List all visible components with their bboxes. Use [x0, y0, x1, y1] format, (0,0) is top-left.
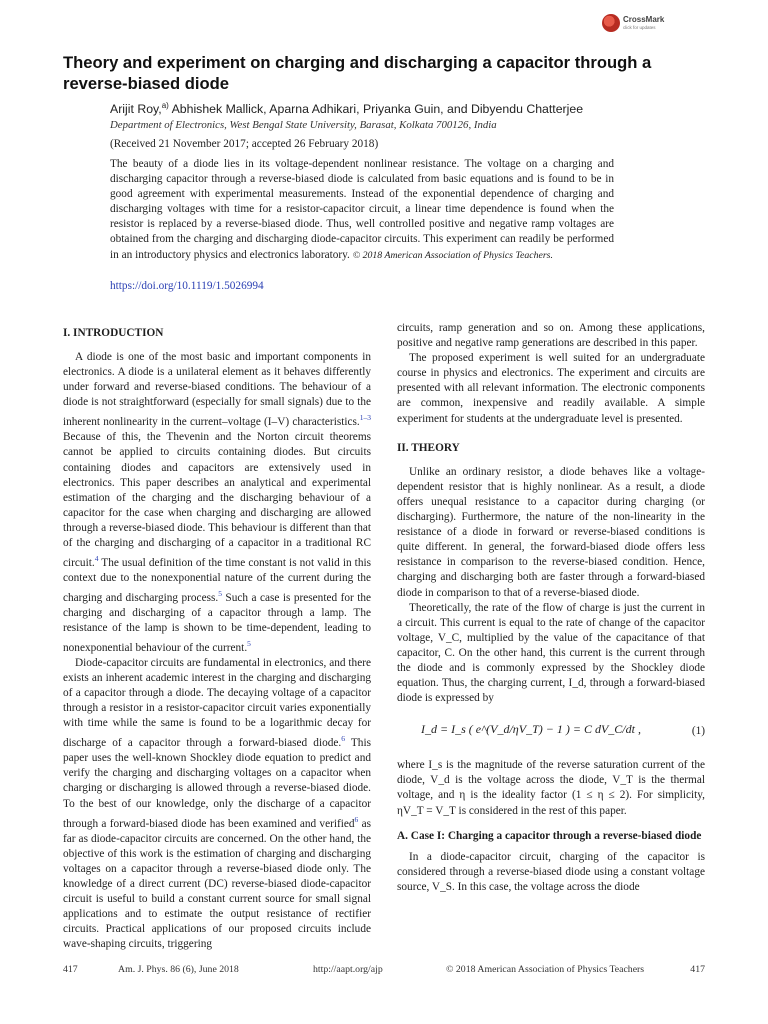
equation-1: [397, 714, 705, 748]
theory-paragraph-2: Theoretically, the rate of the flow of charge is just the current in a circuit. This current is equal to the rate of change of the capacitor voltage, V_C, multiplied by the value of the capacitance of that capacitor, C. On the other hand, this current is the current through the diode and is commonly expressed by the Shockley diode equation. Thus, the charging current, I_d, through a forward-biased diode is expressed by: [397, 601, 705, 705]
text-span: The usual definition of the time constant is not valid in this context due to the nonexponential nature of the current during the charging and discharging process.: [63, 556, 371, 604]
journal-citation: Am. J. Phys. 86 (6), June 2018: [118, 964, 239, 975]
text-span: Diode-capacitor circuits are fundamental in electronics, and there exists an inherent academic interest in the charging and discharging of a capacitor through a diode. The decaying voltage of a capacitor through a resistor in a resistor-capacitor circuit varies exponentially with time while the same is found to be a logarithmic decay for discharge of a capacitor through a forward-biased diode.: [63, 656, 371, 750]
intro-paragraph-1: [63, 350, 371, 656]
equation-text: I_d = I_s ( e^(V_d/ηV_T) − 1 ) = C dV_C/dt ,: [421, 722, 641, 737]
text-span: Such a case is presented for the charging and discharging of a capacitor through a lamp. The resistance of the lamp is shown to be time-dependent, leading to nonexponential behaviour of the current.: [63, 591, 372, 654]
reference-link[interactable]: 5: [247, 639, 251, 649]
abstract-text: The beauty of a diode lies in its voltage-dependent nonlinear resistance. The voltage on a charging and discharging capacitor through a reverse-biased diode is calculated from basic equations and is found to be in good agreement with experimental measurements. Instead of the exponential dependence of charging and discharging voltages with time for a resistor-capacitor circuit, a linear time dependence is found when the resistor is replaced by a reverse-biased diode. Thus, well controlled positive and negative ramp voltages are obtained from the charging and discharging diode-capacitor circuits. This experiment can readily be performed in an introductory physics and electronics laboratory.: [110, 158, 614, 261]
page-number-left: 417: [63, 964, 78, 975]
crossmark-sub: click for updates: [623, 25, 656, 30]
page-number-right: 417: [690, 964, 705, 975]
text-span: Because of this, the Thevenin and the Norton circuit theorems cannot be applied to circuits containing diodes. But circuits containing diodes and capacitors are extensively used in electronics. This paper describes an analytical and experimental estimation of the charging and the discharging behaviour of a capacitor for the case when charging and discharging are allowed through a reverse-biased diode. This behaviour is different than that of the charging and discharging of a capacitor in a traditional RC circuit.: [63, 431, 371, 569]
page-footer: [63, 964, 705, 978]
abstract: [110, 157, 614, 263]
affiliation: Department of Electronics, West Bengal State University, Barasat, Kolkata 700126, India: [110, 119, 497, 131]
received-dates: (Received 21 November 2017; accepted 26 February 2018): [110, 138, 379, 150]
crossmark-icon: [602, 14, 620, 32]
intro-paragraph-3: The proposed experiment is well suited for an undergraduate course in physics and electronics. The experiment and circuits are presented with all relevant information. The electronic components are common, inexpensive and readily available. A simple experiment for students at the undergraduate level is presented.: [397, 352, 705, 425]
abstract-copyright: © 2018 American Association of Physics Teachers.: [352, 249, 553, 261]
section-heading-theory: II. THEORY: [397, 441, 460, 454]
equation-number: (1): [691, 725, 705, 738]
other-authors: Abhishek Mallick, Aparna Adhikari, Priyanka Guin, and Dibyendu Chatterjee: [168, 102, 584, 117]
paper-title: Theory and experiment on charging and discharging a capacitor through a reverse-biased diode: [63, 53, 652, 93]
text-span: as far as diode-capacitor circuits are concerned. On the other hand, the objective of this work is the estimation of charging and discharging voltages on a capacitor through a reverse-biased diode only. The knowledge of a direct current (DC) reverse-biased diode-capacitor circuit is useful to build a constant current source for small signal applications and to estimate the output resistance of rectifier circuits. Practical applications of our proposed circuits include wave-shaping circuits, triggering: [63, 817, 371, 951]
journal-url[interactable]: http://aapt.org/ajp: [313, 964, 383, 975]
intro-paragraph-continued: circuits, ramp generation and so on. Among these applications, positive and negative ramp generations are described in this paper.: [397, 322, 705, 350]
theory-paragraph-1: Unlike an ordinary resistor, a diode behaves like a voltage-dependent resistor that is highly nonlinear. As a result, a diode offers unequal resistance to a capacitor during charging (or discharging). Furthermore, the nature of the non-linearity in the resistance of a diode in forward or reverse-biased conditions is quite different. In general, the forward-biased diode offers less resistance in comparison to the reverse-biased condition. Hence, charging and discharging both are faster through a forward-biased diode in comparison to that of a reverse-biased diode.: [397, 465, 705, 599]
crossmark-label: CrossMark: [623, 15, 665, 24]
reference-link[interactable]: 1–3: [359, 413, 371, 423]
case-1-paragraph: In a diode-capacitor circuit, charging of the capacitor is considered through a reverse-biased diode using a constant voltage source, V_S. In this case, the voltage across the diode: [397, 850, 705, 893]
author-footnote-mark[interactable]: a): [161, 101, 169, 110]
left-column: [63, 326, 371, 952]
reference-link[interactable]: 4: [94, 554, 99, 564]
doi-link[interactable]: https://doi.org/10.1119/1.5026994: [110, 280, 264, 292]
subsection-heading-case-1: A. Case I: Charging a capacitor through a reverse-biased diode: [397, 829, 702, 842]
text-span: A diode is one of the most basic and important components in electronics. A diode is a unilateral element as it behaves differently under forward and reverse-biased conditions. The behaviour of a diode is not straightforward (especially for small signals) due to the inherent nonlinearity in the current–voltage (I–V) characteristics.: [63, 351, 371, 429]
reference-link[interactable]: 6: [341, 734, 345, 744]
section-heading-introduction: I. INTRODUCTION: [63, 327, 164, 339]
right-column: [397, 321, 705, 895]
author-list: [110, 101, 583, 116]
text-span: This paper uses the well-known Shockley diode equation to predict and verify the charging and discharging voltages on a capacitor when charging or discharging is allowed through a reverse-biased diode. To the best of our knowledge, only the discharge of a capacitor through a forward-biased diode has been examined and verified: [63, 737, 371, 830]
first-author: Arijit Roy,: [110, 102, 162, 117]
theory-paragraph-3: where I_s is the magnitude of the reverse saturation current of the diode, V_d is the voltage across the diode, V_T is the thermal voltage, and η is the ideality factor (1 ≤ η ≤ 2). For simplicity, ηV_T = V_T is considered in the rest of this paper.: [397, 759, 705, 817]
reference-link[interactable]: 5: [218, 589, 222, 599]
reference-link[interactable]: 6: [354, 814, 359, 824]
intro-paragraph-2: [63, 656, 371, 952]
footer-copyright: © 2018 American Association of Physics Teachers: [446, 964, 645, 975]
crossmark-badge[interactable]: [602, 12, 665, 38]
